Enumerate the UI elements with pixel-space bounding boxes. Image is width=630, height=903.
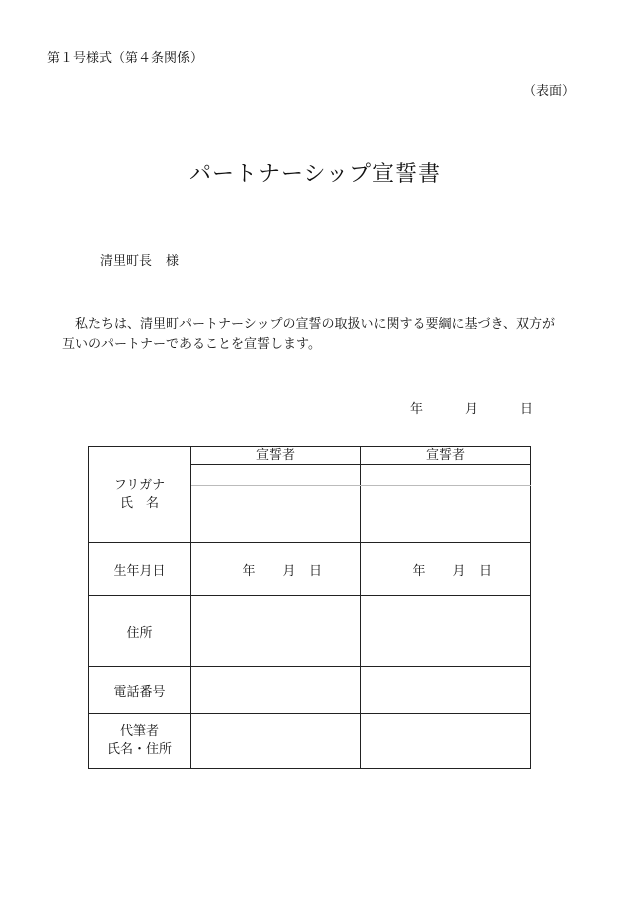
- address-label: 住所: [89, 596, 191, 667]
- proxy-label-cell: [89, 714, 191, 769]
- birth-day-label: 日: [478, 563, 492, 579]
- birthdate-field-1[interactable]: [191, 543, 361, 596]
- phone-field-2[interactable]: [361, 667, 531, 714]
- proxy-field-2[interactable]: [361, 714, 531, 769]
- birthdate-label: 生年月日: [89, 543, 191, 596]
- date-month-label: 月: [465, 402, 479, 417]
- birth-month-label: 月: [452, 563, 466, 579]
- address-field-2[interactable]: [361, 596, 531, 667]
- furigana-field-1[interactable]: [191, 465, 361, 486]
- furigana-label: フリガナ: [113, 477, 166, 493]
- addressee: [100, 250, 179, 269]
- birth-year-label: 年: [242, 563, 256, 579]
- proxy-row: [89, 714, 531, 769]
- addressee-honorific: 様: [166, 254, 180, 269]
- phone-row: [89, 667, 531, 714]
- address-row: [89, 596, 531, 667]
- proxy-field-1[interactable]: [191, 714, 361, 769]
- date-year-label: 年: [410, 402, 424, 417]
- name-field-1[interactable]: [191, 486, 361, 543]
- proxy-label-line-2: 氏名・住所: [106, 742, 172, 757]
- column-header-1: 宣誓者: [191, 447, 361, 465]
- birthdate-row: [89, 543, 531, 596]
- table-header-row: [89, 447, 531, 465]
- name-field-2[interactable]: [361, 486, 531, 543]
- form-number: 第１号様式（第４条関係）: [47, 51, 204, 66]
- date-line: [410, 398, 533, 417]
- declaration-line-1: 私たちは、清里町パートナーシップの宣誓の取扱いに関する要綱に基づき、双方が: [75, 317, 555, 332]
- address-field-1[interactable]: [191, 596, 361, 667]
- declaration-text: [62, 315, 582, 355]
- birth-month-label: 月: [282, 563, 296, 579]
- phone-label: 電話番号: [89, 667, 191, 714]
- side-label: （表面）: [522, 84, 575, 99]
- addressee-name: 清里町長: [100, 254, 153, 269]
- birth-day-label: 日: [308, 563, 322, 579]
- birthdate-field-2[interactable]: [361, 543, 531, 596]
- name-label-cell: [89, 447, 191, 543]
- date-day-label: 日: [520, 402, 534, 417]
- oath-table: [88, 446, 531, 769]
- furigana-field-2[interactable]: [361, 465, 531, 486]
- proxy-label-line-1: 代筆者: [119, 724, 159, 739]
- name-label: 氏 名: [119, 495, 159, 511]
- birth-year-label: 年: [412, 563, 426, 579]
- phone-field-1[interactable]: [191, 667, 361, 714]
- declaration-line-2: 互いのパートナーであることを宣誓します。: [62, 337, 321, 352]
- column-header-2: 宣誓者: [361, 447, 531, 465]
- document-title: パートナーシップ宣誓書: [188, 162, 442, 187]
